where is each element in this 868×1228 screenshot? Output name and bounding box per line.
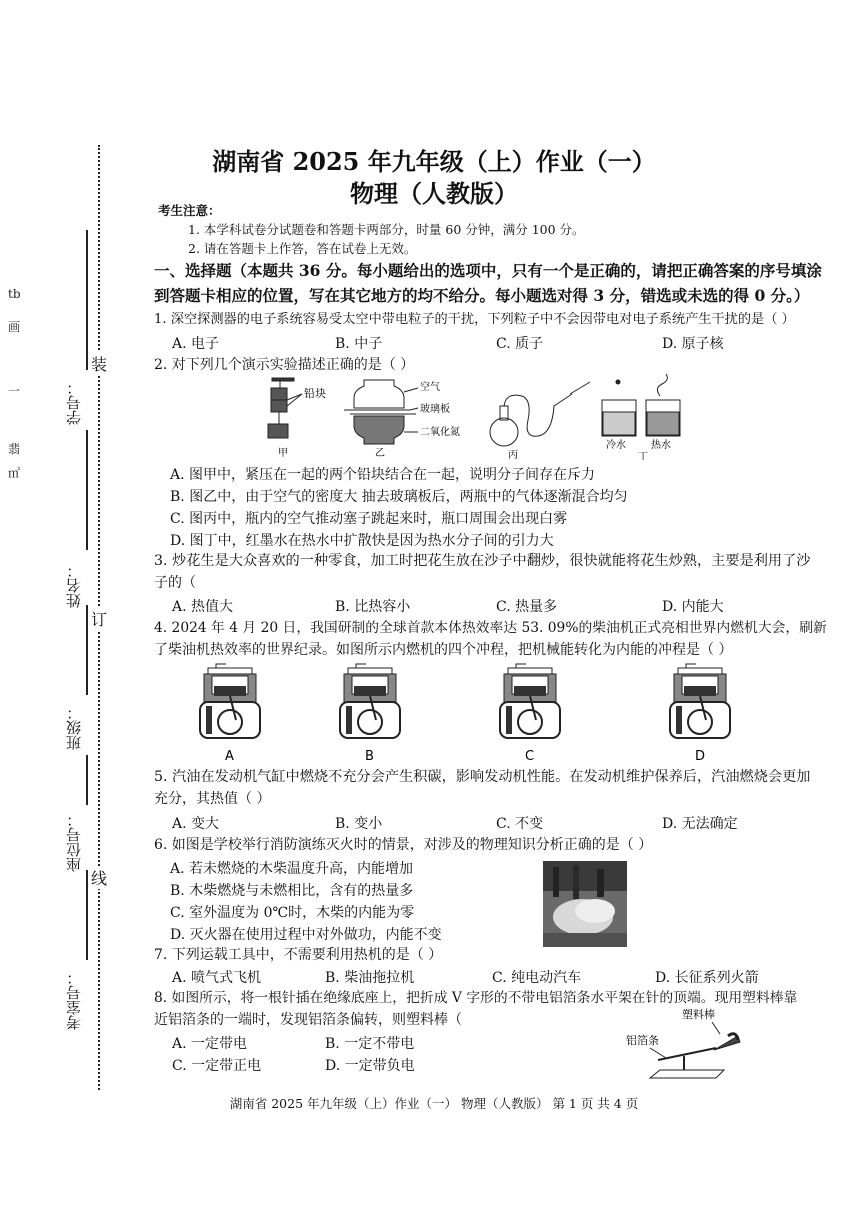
q1-option-a: A. 电子 bbox=[172, 336, 220, 352]
label-hot: 热水 bbox=[651, 440, 671, 451]
figure-ding-beakers bbox=[602, 374, 680, 436]
q3-option-a: A. 热值大 bbox=[172, 599, 234, 615]
q8-foil-diagram bbox=[620, 1004, 760, 1086]
engine-b bbox=[340, 668, 400, 738]
engine-label-b: B bbox=[365, 749, 374, 764]
q6-option-d: D. 灭火器在使用过程中对外做功，内能不变 bbox=[170, 927, 442, 943]
label-foil-strip: 铝箔条 bbox=[626, 1034, 659, 1047]
q2-option-b: B. 图乙中，由于空气的密度大 抽去玻璃板后，两瓶中的气体逐渐混合均匀 bbox=[170, 489, 628, 505]
field-room: 考室号： bbox=[65, 970, 83, 1030]
q5-option-c: C. 不变 bbox=[496, 816, 544, 832]
q4-stem-line1: 4. 2024 年 4 月 20 日，我国研制的全球首款本体热效率达 53. 09%的柴油机正式亮相世界内燃机大会，刷新 bbox=[154, 620, 827, 636]
q7-option-b: B. 柴油拖拉机 bbox=[325, 970, 415, 986]
q8-option-a: A. 一定带电 bbox=[172, 1036, 248, 1052]
underline-room bbox=[86, 870, 88, 960]
notice-item-2: 2. 请在答题卡上作答，答在试卷上无效。 bbox=[188, 241, 417, 256]
field-seat: 座位号： bbox=[65, 812, 83, 872]
q1-option-c: C. 质子 bbox=[496, 336, 544, 352]
q6-option-c: C. 室外温度为 0℃时，木柴的内能为零 bbox=[170, 905, 415, 921]
q2-option-c: C. 图丙中，瓶内的空气推动塞子跳起来时，瓶口周围会出现白雾 bbox=[170, 511, 568, 527]
engine-label-d: D bbox=[695, 749, 706, 764]
page-subtitle: 物理（人教版） bbox=[350, 179, 518, 208]
q3-stem-line2: 子的（ bbox=[154, 575, 196, 591]
label-plastic-rod: 塑料棒 bbox=[682, 1008, 715, 1021]
label-no2: 二氧化氮 bbox=[420, 427, 460, 438]
q2-stem: 2. 对下列几个演示实验描述正确的是（ ） bbox=[154, 357, 415, 373]
label-air: 空气 bbox=[420, 382, 440, 393]
field-student-id: 学号： bbox=[65, 380, 83, 425]
engine-label-c: C bbox=[525, 749, 535, 764]
underline-class bbox=[86, 605, 88, 695]
q6-option-a: A. 若未燃烧的木柴温度升高，内能增加 bbox=[170, 861, 414, 877]
q4-stem-line2: 了柴油机热效率的世界纪录。如图所示内燃机的四个冲程，把机械能转化为内能的冲程是（ ） bbox=[154, 642, 733, 658]
q7-option-a: A. 喷气式飞机 bbox=[172, 970, 262, 986]
margin-mark-zhuang: 装 bbox=[91, 352, 107, 375]
q8-option-c: C. 一定带正电 bbox=[172, 1058, 262, 1074]
engine-c bbox=[500, 668, 560, 738]
q1-stem: 1. 深空探测器的电子系统容易受太空中带电粒子的干扰，下列粒子中不会因带电对电子系统产生干扰的是（ ） bbox=[154, 312, 795, 327]
engine-d bbox=[670, 668, 730, 738]
engine-a bbox=[200, 668, 260, 738]
q8-stem-line1: 8. 如图所示，将一根针插在绝缘底座上，把折成 V 字形的不带电铝箔条水平架在针的顶端。现用塑料棒靠 bbox=[154, 990, 798, 1006]
q6-stem: 6. 如图是学校举行消防演练灭火时的情景，对涉及的物理知识分析正确的是（ ） bbox=[154, 837, 653, 853]
q4-engine-strokes bbox=[190, 662, 750, 766]
page-footer: 湖南省 2025 年九年级（上）作业（一） 物理（人教版） 第 1 页 共 4 页 bbox=[229, 1096, 639, 1111]
margin-mark-ding: 订 bbox=[91, 607, 107, 630]
label-cold: 冷水 bbox=[606, 440, 626, 451]
q5-option-b: B. 变小 bbox=[335, 816, 383, 832]
edge-mark-4: 翡 bbox=[8, 442, 21, 456]
q8-stem-line2: 近铝箔条的一端时，发现铝箔条偏转，则塑料棒（ bbox=[154, 1012, 462, 1028]
q6-option-b: B. 木柴燃烧与未燃相比，含有的热量多 bbox=[170, 883, 414, 899]
q2-experiment-figures bbox=[260, 372, 700, 460]
q5-option-a: A. 变大 bbox=[172, 816, 220, 832]
edge-mark-5: ㎡ bbox=[8, 466, 21, 480]
field-class: 班级： bbox=[65, 705, 83, 750]
q3-stem-line1: 3. 炒花生是大众喜欢的一种零食，加工时把花生放在沙子中翻炒，很快就能将花生炒熟，主要是利用了沙 bbox=[154, 553, 811, 569]
q5-option-d: D. 无法确定 bbox=[662, 816, 738, 832]
q8-option-d: D. 一定带负电 bbox=[325, 1058, 415, 1074]
edge-mark-3: 一 bbox=[8, 384, 21, 398]
field-name: 姓名： bbox=[65, 563, 83, 608]
q1-option-d: D. 原子核 bbox=[662, 336, 724, 352]
q7-stem: 7. 下列运载工具中，不需要利用热机的是（ ） bbox=[154, 947, 443, 963]
notice-label: 考生注意： bbox=[158, 203, 221, 218]
q1-option-b: B. 中子 bbox=[335, 336, 383, 352]
q2-option-a: A. 图甲中，紧压在一起的两个铅块结合在一起，说明分子间存在斥力 bbox=[170, 467, 596, 483]
q5-stem-line2: 充分，其热值（ ） bbox=[154, 791, 271, 807]
q7-option-d: D. 长征系列火箭 bbox=[655, 970, 759, 986]
label-jia: 甲 bbox=[278, 448, 288, 459]
label-lead: 铅块 bbox=[304, 387, 326, 400]
q3-option-c: C. 热量多 bbox=[496, 599, 558, 615]
edge-mark-2: 画 bbox=[8, 320, 21, 334]
q5-stem-line1: 5. 汽油在发动机气缸中燃烧不充分会产生积碳，影响发动机性能。在发动机维护保养后，汽油燃烧会更加 bbox=[154, 769, 811, 785]
underline-student-id bbox=[86, 230, 88, 370]
q3-option-b: B. 比热容小 bbox=[335, 599, 411, 615]
margin-mark-xian: 线 bbox=[91, 866, 107, 889]
label-glass: 玻璃板 bbox=[420, 404, 450, 415]
page-title: 湖南省 2025 年九年级（上）作业（一） bbox=[212, 147, 656, 176]
underline-name bbox=[86, 430, 88, 550]
figure-jia-lead-blocks bbox=[268, 378, 302, 438]
label-bing: 丙 bbox=[508, 450, 518, 460]
section-heading-line1: 一、选择题（本题共 36 分。每小题给出的选项中，只有一个是正确的，请把正确答案的序号填涂 bbox=[154, 261, 822, 280]
label-yi: 乙 bbox=[375, 448, 385, 459]
q6-fire-drill-photo bbox=[543, 861, 627, 947]
q7-option-c: C. 纯电动汽车 bbox=[492, 970, 582, 986]
q8-option-b: B. 一定不带电 bbox=[325, 1036, 415, 1052]
section-heading-line2: 到答题卡相应的位置，写在其它地方的均不给分。每小题选对得 3 分，错选或未选的得 0 分。） bbox=[154, 286, 810, 305]
figure-bing-flask bbox=[490, 382, 590, 446]
notice-item-1: 1. 本学科试卷分试题卷和答题卡两部分，时量 60 分钟，满分 100 分。 bbox=[188, 222, 585, 237]
underline-seat bbox=[86, 755, 88, 805]
edge-mark-1: tb bbox=[8, 287, 21, 301]
figure-yi-gas-jars bbox=[344, 380, 418, 444]
q2-option-d: D. 图丁中，红墨水在热水中扩散快是因为热水分子间的引力大 bbox=[170, 533, 554, 549]
engine-label-a: A bbox=[225, 749, 234, 764]
q3-option-d: D. 内能大 bbox=[662, 599, 724, 615]
label-ding: 丁 bbox=[638, 452, 648, 460]
